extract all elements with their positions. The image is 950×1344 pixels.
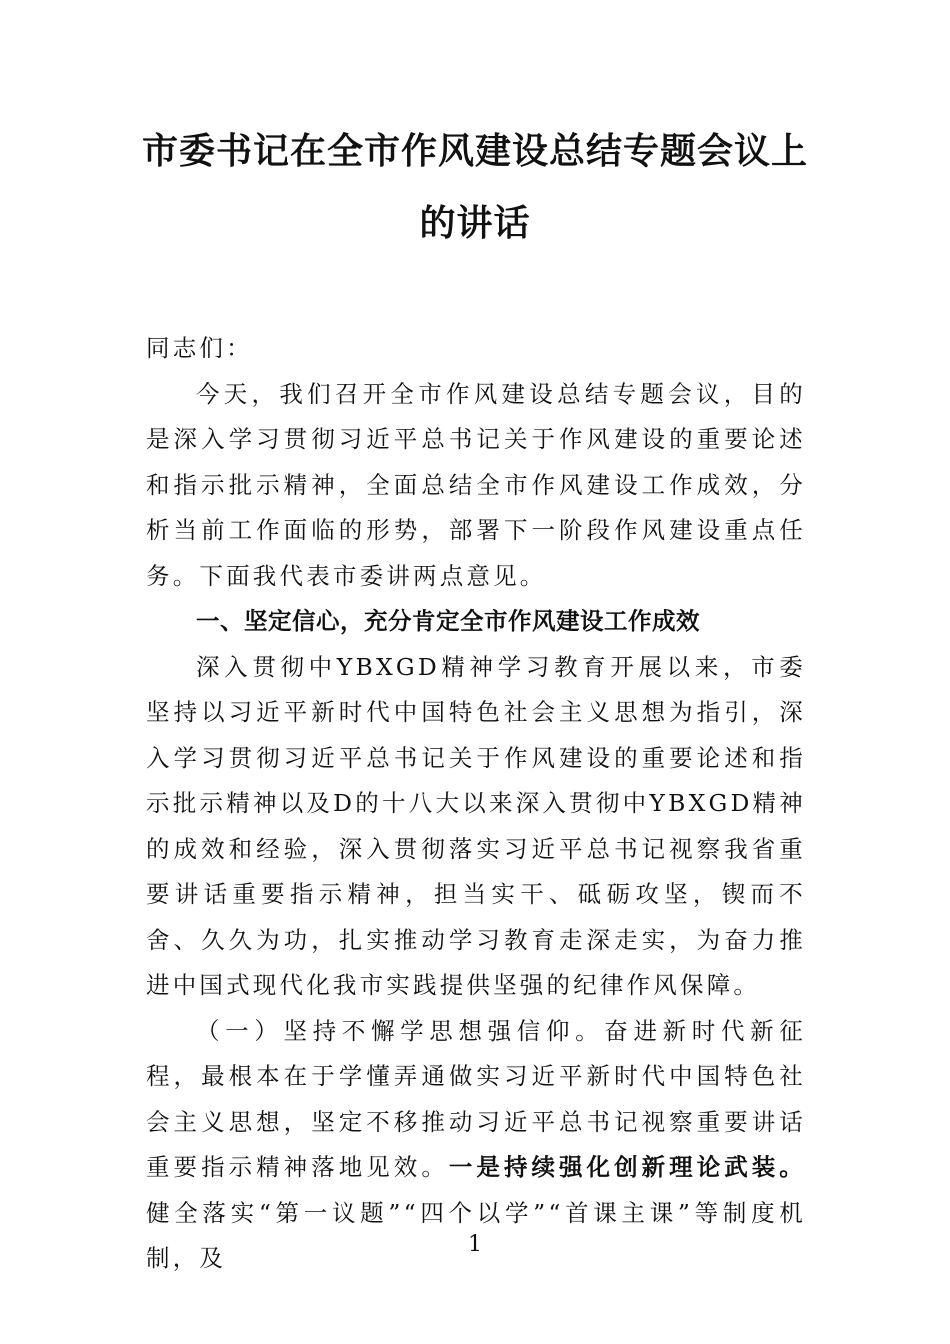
- subsection-1-bold-point: 一是持续强化创新理论武装。: [448, 1153, 807, 1181]
- title-line-2: 的讲话: [419, 202, 531, 244]
- section-heading-1: 一、坚定信心，充分肯定全市作风建设工作成效: [196, 607, 700, 635]
- subsection-1-label: （一）坚持不懈学思想强信仰。: [196, 1016, 605, 1045]
- intro-paragraph: 今天，我们召开全市作风建设总结专题会议，目的是深入学习贯彻习近平总书记关于作风建设的重要论述和指示批示精神，全面总结全市作风建设工作成效，分析当前工作面临的形势，部署下一阶段作风建设重点任务。下面我代表市委讲两点意见。: [146, 379, 806, 590]
- document-title: [140, 115, 810, 259]
- salutation: 同志们：: [146, 334, 253, 362]
- title-line-1: 市委书记在全市作风建设总结专题会议上: [141, 130, 808, 172]
- subsection-1-tail: 健全落实“第一议题”“四个以学”“首课主课”等制度机制，及: [146, 1198, 806, 1272]
- document-body: [146, 326, 806, 1282]
- paragraph-1: 深入贯彻中YBXGD精神学习教育开展以来，市委坚持以习近平新时代中国特色社会主义思想为指引，深入学习贯彻习近平总书记关于作风建设的重要论述和指示批示精神以及D的十八大以来深入贯彻中YBXGD精神的成效和经验，深入贯彻落实习近平总书记视察我省重要讲话重要指示精神，担当实干、砥砺攻坚，锲而不舍、久久为功，扎实推动学习教育走深走实，为奋力推进中国式现代化我市实践提供坚强的纪律作风保障。: [146, 652, 806, 999]
- subsection-1-text: 奋进新时代新征程，最根本在于学懂弄通做实习近平新时代中国特色社会主义思想，坚定不移推动习近平总书记视察重要讲话重要指示精神落地见效。: [146, 1016, 806, 1181]
- page-number: 1: [468, 1232, 482, 1257]
